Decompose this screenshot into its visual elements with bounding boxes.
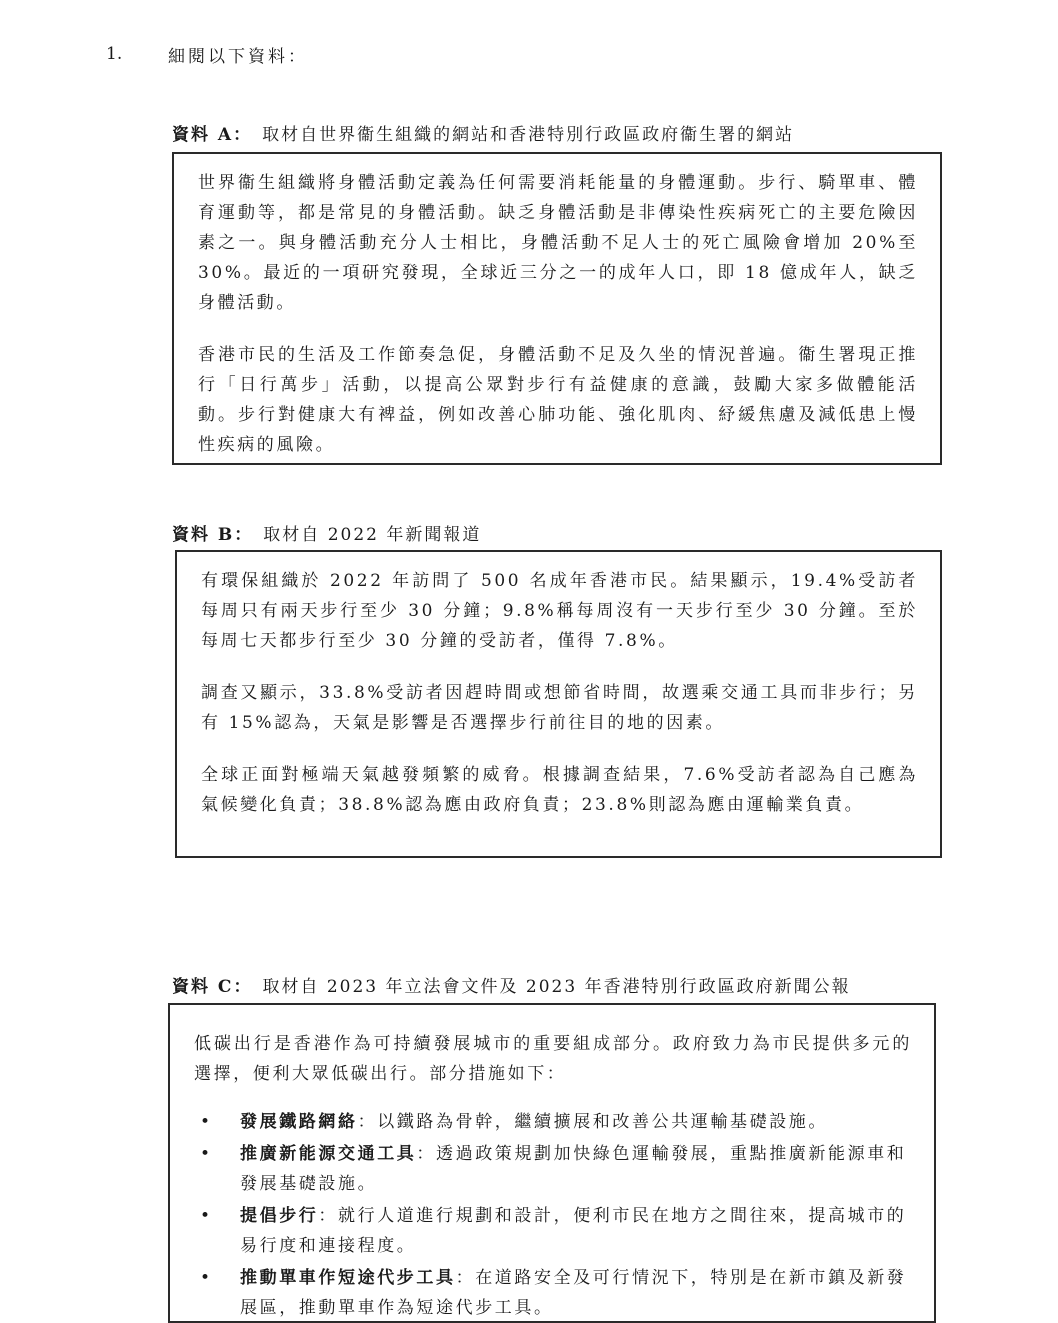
bullet-icon: • xyxy=(200,1268,213,1288)
source-b-paragraph: 有環保組織於 2022 年訪問了 500 名成年香港市民。結果顯示，19.4%受訪者每周只有兩天步行至少 30 分鐘；9.8%稱每周沒有一天步行至少 30 分鐘。至於每周七天都步行至少 30 分鐘的受訪者，僅得 7.8%。 xyxy=(201,571,918,651)
measure-keyword: 發展鐵路網絡 xyxy=(240,1112,358,1132)
list-item xyxy=(194,1139,912,1199)
measure-keyword: 推動單車作短途代步工具 xyxy=(240,1268,456,1288)
source-a-label: 資料 A： xyxy=(172,125,253,145)
source-c-box xyxy=(168,1003,936,1323)
question-instruction: 細閱以下資料： xyxy=(168,47,308,67)
measures-list xyxy=(194,1107,912,1323)
measure-text: ：在道路安全及可行情況下，特別是在新市鎮及新發展區，推動單車作為短途代步工具。 xyxy=(240,1268,907,1318)
source-a-heading xyxy=(172,120,794,145)
source-b-paragraph: 調查又顯示，33.8%受訪者因趕時間或想節省時間，故選乘交通工具而非步行；另有 15%認為，天氣是影響是否選擇步行前往目的地的因素。 xyxy=(201,683,918,733)
source-b-box xyxy=(175,550,942,858)
source-c-heading xyxy=(172,972,851,997)
source-b-title: 取材自 2022 年新聞報道 xyxy=(263,525,482,545)
source-b-label: 資料 B： xyxy=(172,525,254,545)
source-a-title: 取材自世界衞生組織的網站和香港特別行政區政府衞生署的網站 xyxy=(262,125,795,145)
measure-keyword: 提倡步行 xyxy=(240,1206,319,1226)
list-item xyxy=(194,1263,912,1323)
bullet-icon: • xyxy=(200,1206,213,1226)
source-a-paragraph: 世界衞生組織將身體活動定義為任何需要消耗能量的身體運動。步行、騎單車、體育運動等，都是常見的身體活動。缺乏身體活動是非傳染性疾病死亡的主要危險因素之一。與身體活動充分人士相比，身體活動不足人士的死亡風險會增加 20%至30%。最近的一項研究發現，全球近三分之一的成年人口，即 18 億成年人，缺乏身體活動。 xyxy=(198,173,918,313)
source-b-paragraph: 全球正面對極端天氣越發頻繁的威脅。根據調查結果，7.6%受訪者認為自己應為氣候變化負責；38.8%認為應由政府負責；23.8%則認為應由運輸業負責。 xyxy=(201,765,918,815)
source-a-box xyxy=(172,152,942,465)
question-number: 1. xyxy=(106,44,123,64)
bullet-icon: • xyxy=(200,1144,213,1164)
source-a-paragraph: 香港市民的生活及工作節奏急促，身體活動不足及久坐的情況普遍。衞生署現正推行「日行萬步」活動，以提高公眾對步行有益健康的意識，鼓勵大家多做體能活動。步行對健康大有裨益，例如改善心肺功能、強化肌肉、紓緩焦慮及減低患上慢性疾病的風險。 xyxy=(198,345,918,455)
source-b-heading xyxy=(172,520,481,545)
source-c-title: 取材自 2023 年立法會文件及 2023 年香港特別行政區政府新聞公報 xyxy=(262,977,851,997)
list-item xyxy=(194,1201,912,1261)
source-c-label: 資料 C： xyxy=(172,977,253,997)
list-item xyxy=(194,1107,912,1137)
bullet-icon: • xyxy=(200,1112,213,1132)
source-c-intro: 低碳出行是香港作為可持續發展城市的重要組成部分。政府致力為市民提供多元的選擇，便利大眾低碳出行。部分措施如下： xyxy=(194,1034,912,1084)
measure-text: ：透過政策規劃加快綠色運輸發展，重點推廣新能源車和發展基礎設施。 xyxy=(240,1144,907,1194)
measure-keyword: 推廣新能源交通工具 xyxy=(240,1144,417,1164)
measure-text: ：以鐵路為骨幹，繼續擴展和改善公共運輸基礎設施。 xyxy=(357,1112,829,1132)
measure-text: ：就行人道進行規劃和設計，便利市民在地方之間往來，提高城市的易行度和連接程度。 xyxy=(240,1206,907,1256)
